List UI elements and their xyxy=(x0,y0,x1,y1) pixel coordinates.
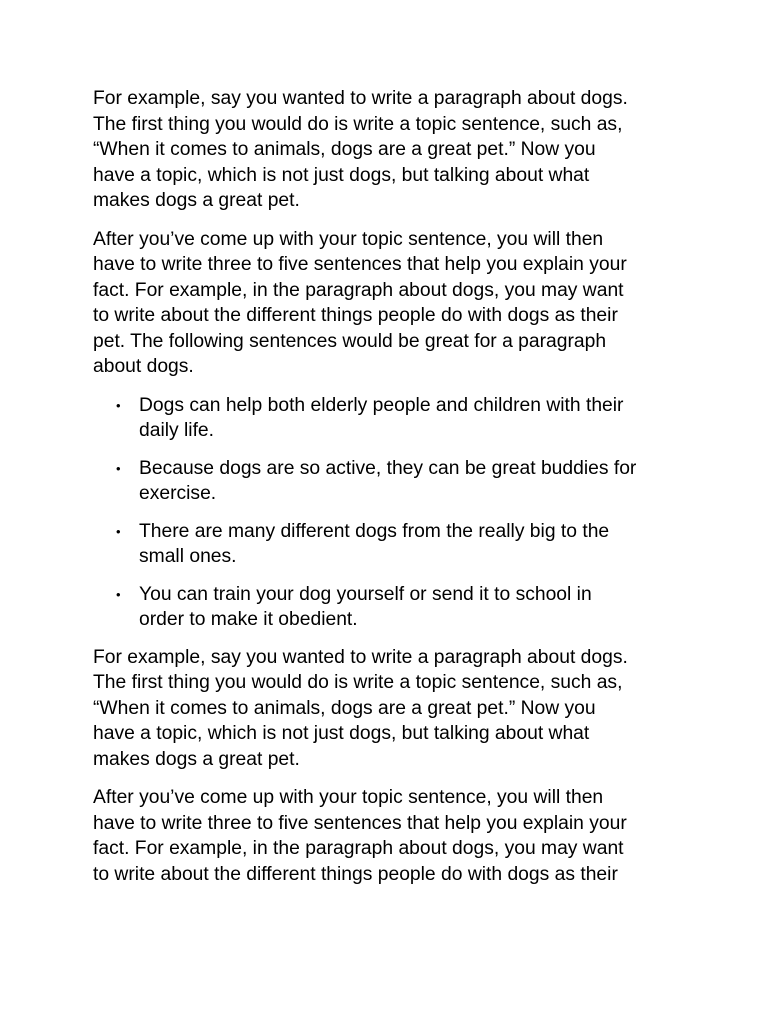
text-line: to write about the different things people do with dogs as their xyxy=(93,863,618,885)
text-line: have a topic, which is not just dogs, but talking about what xyxy=(93,723,590,744)
paragraph-supporting-sentences-repeat xyxy=(93,785,683,887)
text-line: have to write three to five sentences that help you explain your xyxy=(93,254,627,275)
text-line: exercise. xyxy=(139,483,217,504)
text-line: small ones. xyxy=(139,546,237,567)
paragraph-intro-example-repeat xyxy=(93,645,683,773)
paragraph-supporting-sentences xyxy=(93,227,683,380)
text-line: to write about the different things people do with dogs as their xyxy=(93,305,618,326)
text-line: For example, say you wanted to write a paragraph about dogs. xyxy=(93,88,628,109)
text-line: “When it comes to animals, dogs are a great pet.” Now you xyxy=(93,139,596,160)
text-line: makes dogs a great pet. xyxy=(93,190,300,211)
text-line: daily life. xyxy=(139,420,215,441)
text-line: After you’ve come up with your topic sentence, you will then xyxy=(93,787,604,808)
text-line: There are many different dogs from the really big to the xyxy=(139,520,610,542)
bullet-icon: • xyxy=(116,586,121,602)
document-body xyxy=(93,86,683,900)
text-line: about dogs. xyxy=(93,356,194,377)
text-line: have to write three to five sentences that help you explain your xyxy=(93,812,627,834)
bullet-icon: • xyxy=(116,523,121,539)
text-line: For example, say you wanted to write a paragraph about dogs. xyxy=(93,646,628,668)
bullet-icon: • xyxy=(116,460,121,476)
text-line: order to make it obedient. xyxy=(139,609,358,630)
text-line: You can train your dog yourself or send it to school in xyxy=(139,583,592,605)
list-item xyxy=(93,582,683,633)
paragraph-intro-example xyxy=(93,86,683,214)
text-line: After you’ve come up with your topic sentence, you will then xyxy=(93,228,604,250)
text-line: “When it comes to animals, dogs are a great pet.” Now you xyxy=(93,697,596,719)
text-line: The first thing you would do is write a topic sentence, such as, xyxy=(93,672,623,693)
text-line: Because dogs are so active, they can be great buddies for xyxy=(139,457,637,479)
text-line: Dogs can help both elderly people and children with their xyxy=(139,394,624,416)
text-line: fact. For example, in the paragraph about dogs, you may want xyxy=(93,838,624,859)
bullet-icon: • xyxy=(116,397,121,413)
list-item xyxy=(93,393,683,444)
text-line: The first thing you would do is write a topic sentence, such as, xyxy=(93,113,623,135)
list-item xyxy=(93,519,683,570)
text-line: fact. For example, in the paragraph about dogs, you may want xyxy=(93,279,624,301)
text-line: have a topic, which is not just dogs, but talking about what xyxy=(93,164,590,186)
bullet-list xyxy=(93,393,683,633)
text-line: makes dogs a great pet. xyxy=(93,748,300,770)
list-item xyxy=(93,456,683,507)
text-line: pet. The following sentences would be great for a paragraph xyxy=(93,330,607,352)
